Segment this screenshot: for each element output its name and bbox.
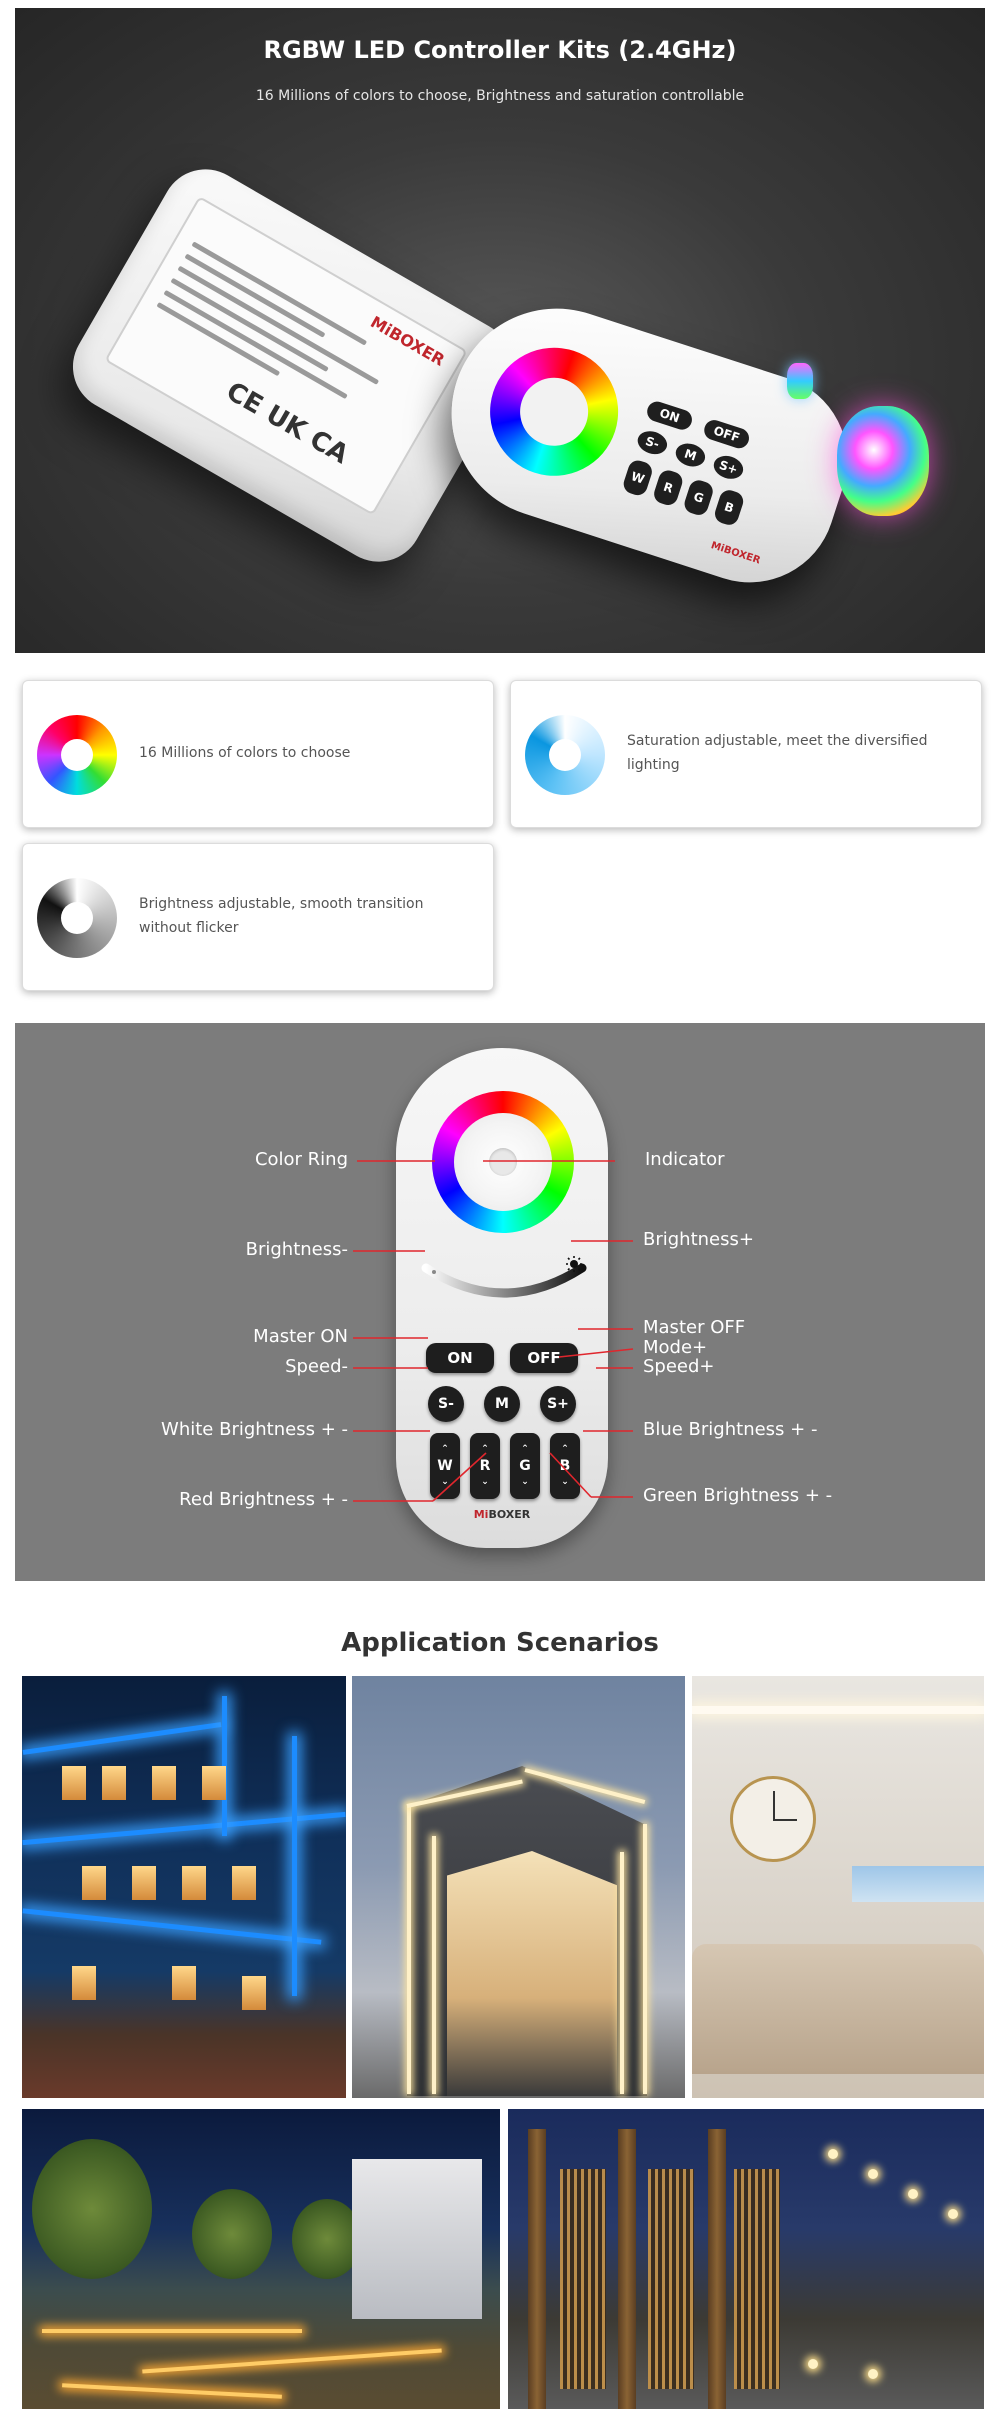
scenario-photo-building (22, 1676, 346, 2098)
scenario-photo-garden (22, 2109, 500, 2409)
led-strip-roll-image (837, 406, 929, 516)
callout-blue-brightness: Blue Brightness + - (643, 1419, 818, 1440)
feature-text: Saturation adjustable, meet the diversified lighting (627, 733, 928, 773)
chevron-down-icon: ⌄ (521, 1477, 529, 1487)
mode-button: M (484, 1386, 520, 1422)
callout-master-off: Master OFF (643, 1317, 746, 1338)
callout-green-brightness: Green Brightness + - (643, 1485, 833, 1506)
callout-speed-plus: Speed+ (643, 1356, 715, 1377)
r-button (470, 1433, 500, 1499)
w-label: W (437, 1458, 453, 1474)
hero-title: RGBW LED Controller Kits (2.4GHz) (263, 36, 737, 64)
controller-label (104, 196, 467, 516)
hero-r-button: R (652, 468, 685, 508)
b-button (550, 1433, 580, 1499)
color-wheel-icon (37, 715, 117, 795)
hero-b-button: B (712, 488, 745, 528)
controller-box-image (57, 153, 527, 577)
callout-red-brightness: Red Brightness + - (179, 1489, 348, 1510)
on-button: ON (426, 1343, 494, 1373)
application-title: Application Scenarios (341, 1628, 659, 1658)
speed-plus-button: S+ (540, 1386, 576, 1422)
brightness-icon (37, 878, 117, 958)
hero-g-button: G (682, 478, 715, 518)
scenario-photo-entrance (352, 1676, 685, 2098)
certification-marks: CE UK CA (221, 376, 354, 471)
diagram-remote (396, 1048, 608, 1548)
hero-off-button: OFF (702, 418, 752, 451)
speed-minus-button: S- (428, 1386, 464, 1422)
callout-brightness-minus: Brightness- (245, 1239, 348, 1260)
chevron-down-icon: ⌄ (481, 1477, 489, 1487)
w-button (430, 1433, 460, 1499)
controller-brand-logo: MiBOXER (367, 312, 448, 370)
off-button: OFF (510, 1343, 578, 1373)
chevron-down-icon: ⌄ (561, 1477, 569, 1487)
feature-text: Brightness adjustable, smooth transition without flicker (139, 896, 424, 936)
remote-brand-logo: MiBOXER (709, 540, 762, 567)
r-label: R (479, 1458, 491, 1474)
hero-speed-minus-button: S- (635, 428, 670, 458)
callout-speed-minus: Speed- (285, 1356, 348, 1377)
feature-card-colors (22, 680, 494, 828)
callout-indicator: Indicator (645, 1149, 725, 1170)
callout-master-on: Master ON (253, 1326, 348, 1347)
hero-w-button: W (621, 458, 654, 498)
chevron-up-icon: ⌃ (481, 1444, 489, 1454)
g-label: G (519, 1458, 531, 1474)
hero-subtitle: 16 Millions of colors to choose, Brightness and saturation controllable (255, 88, 745, 104)
color-ring (432, 1091, 574, 1233)
scenario-photo-pergola (508, 2109, 984, 2409)
brightness-low-dot (432, 1270, 436, 1274)
remote-diagram (15, 1023, 985, 1581)
callout-white-brightness: White Brightness + - (161, 1419, 348, 1440)
callout-color-ring: Color Ring (254, 1149, 348, 1170)
color-ring-icon (473, 331, 634, 492)
g-button (510, 1433, 540, 1499)
b-label: B (559, 1458, 571, 1474)
hero-speed-plus-button: S+ (711, 452, 746, 482)
hero-on-button: ON (645, 399, 695, 432)
chevron-up-icon: ⌃ (441, 1444, 449, 1454)
remote-image (424, 281, 869, 604)
callout-brightness-plus: Brightness+ (643, 1229, 754, 1250)
callout-mode-plus: Mode+ (643, 1337, 708, 1358)
saturation-icon (525, 715, 605, 795)
clock-icon (730, 1776, 816, 1862)
brightness-slider (416, 1248, 592, 1318)
scenario-photo-living-room (692, 1676, 984, 2098)
feature-text: 16 Millions of colors to choose (139, 745, 351, 762)
led-strip-small-image (787, 363, 813, 399)
diagram-brand-logo: MiBOXER (473, 1508, 531, 1521)
hero-banner (15, 8, 985, 653)
hero-mode-button: M (673, 440, 708, 470)
chevron-up-icon: ⌃ (521, 1444, 529, 1454)
chevron-down-icon: ⌄ (441, 1477, 449, 1487)
feature-card-saturation (510, 680, 982, 828)
indicator-light (489, 1148, 517, 1176)
feature-card-brightness (22, 843, 494, 991)
chevron-up-icon: ⌃ (561, 1444, 569, 1454)
